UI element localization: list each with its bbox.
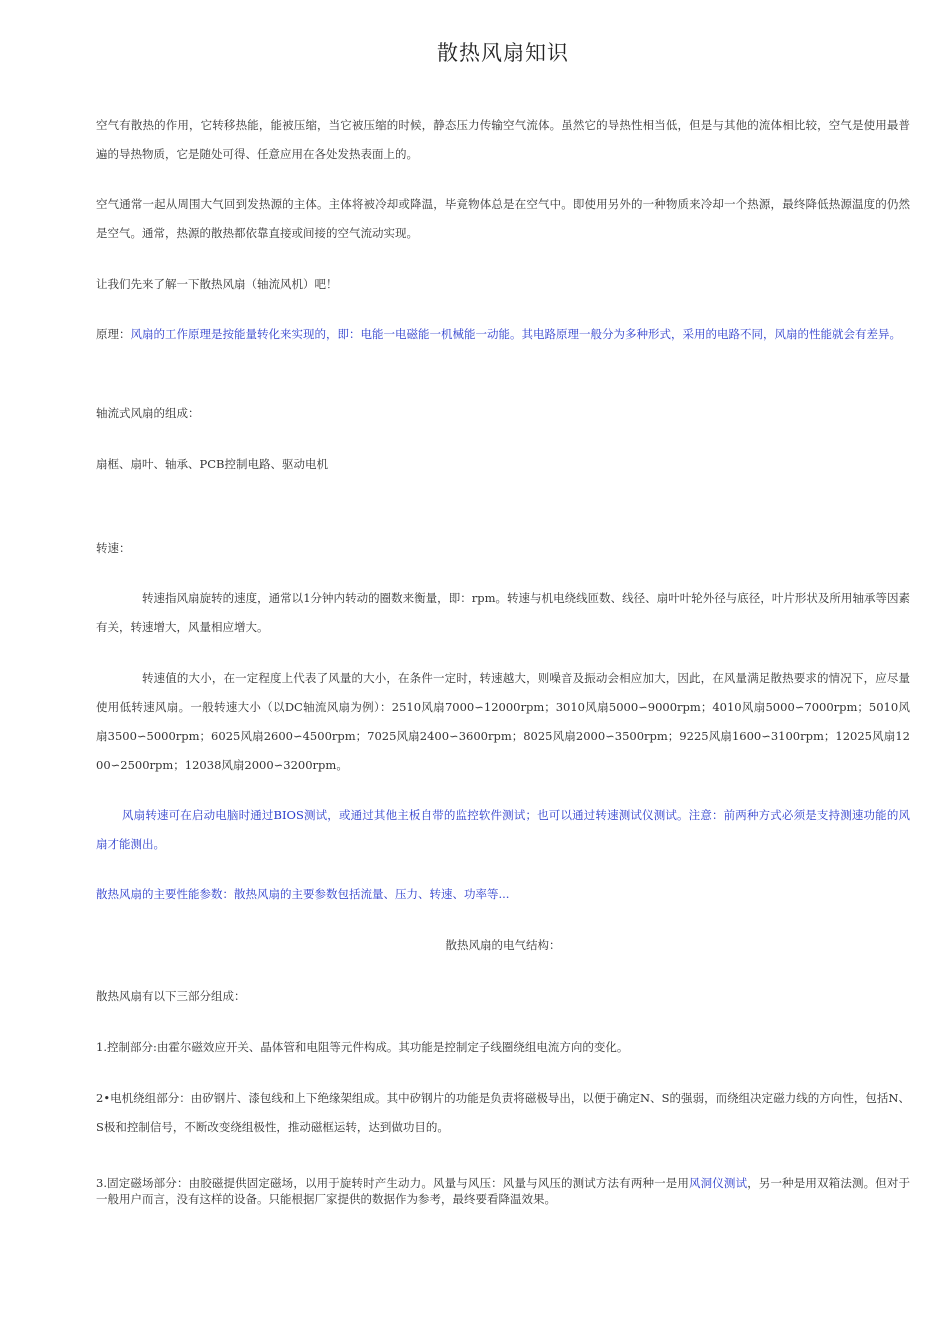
speed-paragraph-1: 转速指风扇旋转的速度，通常以1分钟内转动的圈数来衡量，即：rpm。转速与机电绕线匝数、线径、扇叶叶轮外径与底径，叶片形状及所用轴承等因素有关，转速增大，风量相应增大。 xyxy=(96,591,910,634)
parts-intro: 散热风扇有以下三部分组成： xyxy=(96,989,246,1003)
electrical-heading: 散热风扇的电气结构： xyxy=(445,938,561,952)
principle-paragraph xyxy=(96,320,910,349)
part-3-end: ，另一种是用双箱法测。但对于一般用户而言，没有这样的设备。只能根据厂家提供的数据作为参考，最终要看降温效果。 xyxy=(96,1176,911,1206)
main-params-paragraph: 散热风扇的主要性能参数：散热风扇的主要参数包括流量、压力、转速、功率等... xyxy=(96,887,510,901)
composition-items: 扇框、扇叶、轴承、PCB控制电路、驱动电机 xyxy=(96,457,328,471)
speed-paragraph-2: 转速值的大小，在一定程度上代表了风量的大小，在条件一定时，转速越大，则噪音及振动会相应加大，因此，在风量满足散热要求的情况下，应尽量使用低转速风扇。一般转速大小（以DC轴流风扇为例）：2510风扇7000∽12000rpm；3010风扇5000∽9000rpm；4010风扇5000∽7000rpm；5010风扇3500∽5000rpm；6025风扇2600∽4500rpm；7025风扇2400∽3600rpm；8025风扇2000∽3500rpm；9225风扇1600∽3100rpm；12025风扇1200∽2500rpm；12038风扇2000∽3200rpm。 xyxy=(96,671,910,772)
principle-text: 风扇的工作原理是按能量转化来实现的，即：电能一电磁能一机械能一动能。其电路原理一般分为多种形式，采用的电路不同，风扇的性能就会有差异。 xyxy=(130,327,901,341)
wind-tunnel-link[interactable]: 风洞仪测试 xyxy=(689,1176,748,1190)
part-2-paragraph: 2•电机绕组部分：由矽钢片、漆包线和上下绝缘架组成。其中矽钢片的功能是负责将磁极导出，以便于确定N、S的强弱，而绕组决定磁力线的方向性，包括N、S极和控制信号，不断改变绕组极性，推动磁框运转，达到做功目的。 xyxy=(96,1091,910,1134)
intro-paragraph-3: 让我们先来了解一下散热风扇（轴流风机）吧！ xyxy=(96,277,338,291)
speed-heading: 转速： xyxy=(96,541,131,555)
composition-heading: 轴流式风扇的组成： xyxy=(96,406,200,420)
intro-paragraph-1: 空气有散热的作用，它转移热能，能被压缩，当它被压缩的时候，静态压力传输空气流体。虽然它的导热性相当低，但是与其他的流体相比较，空气是使用最普遍的导热物质，它是随处可得、任意应用在各处发热表面上的。 xyxy=(96,118,910,161)
principle-label: 原理： xyxy=(96,327,131,341)
part-3-start: 3.固定磁场部分：由胶磁提供固定磁场，以用于旋转时产生动力。风量与风压：风量与风压的测试方法有两种一是用 xyxy=(96,1176,690,1190)
intro-paragraph-2: 空气通常一起从周围大气回到发热源的主体。主体将被冷却或降温，毕竟物体总是在空气中。即使用另外的一种物质来冷却一个热源，最终降低热源温度的仍然是空气。通常，热源的散热都依靠直接或间接的空气流动实现。 xyxy=(96,197,910,240)
part-1-paragraph: 1.控制部分:由霍尔磁效应开关、晶体管和电阻等元件构成。其功能是控制定子线圈绕组电流方向的变化。 xyxy=(96,1040,629,1054)
document-title: 散热风扇知识 xyxy=(437,41,569,65)
speed-test-paragraph: 风扇转速可在启动电脑时通过BIOS测试，或通过其他主板自带的监控软件测试；也可以通过转速测试仪测试。注意：前两种方式必须是支持测速功能的风扇才能测出。 xyxy=(96,808,910,851)
part-3-paragraph xyxy=(96,1175,910,1207)
